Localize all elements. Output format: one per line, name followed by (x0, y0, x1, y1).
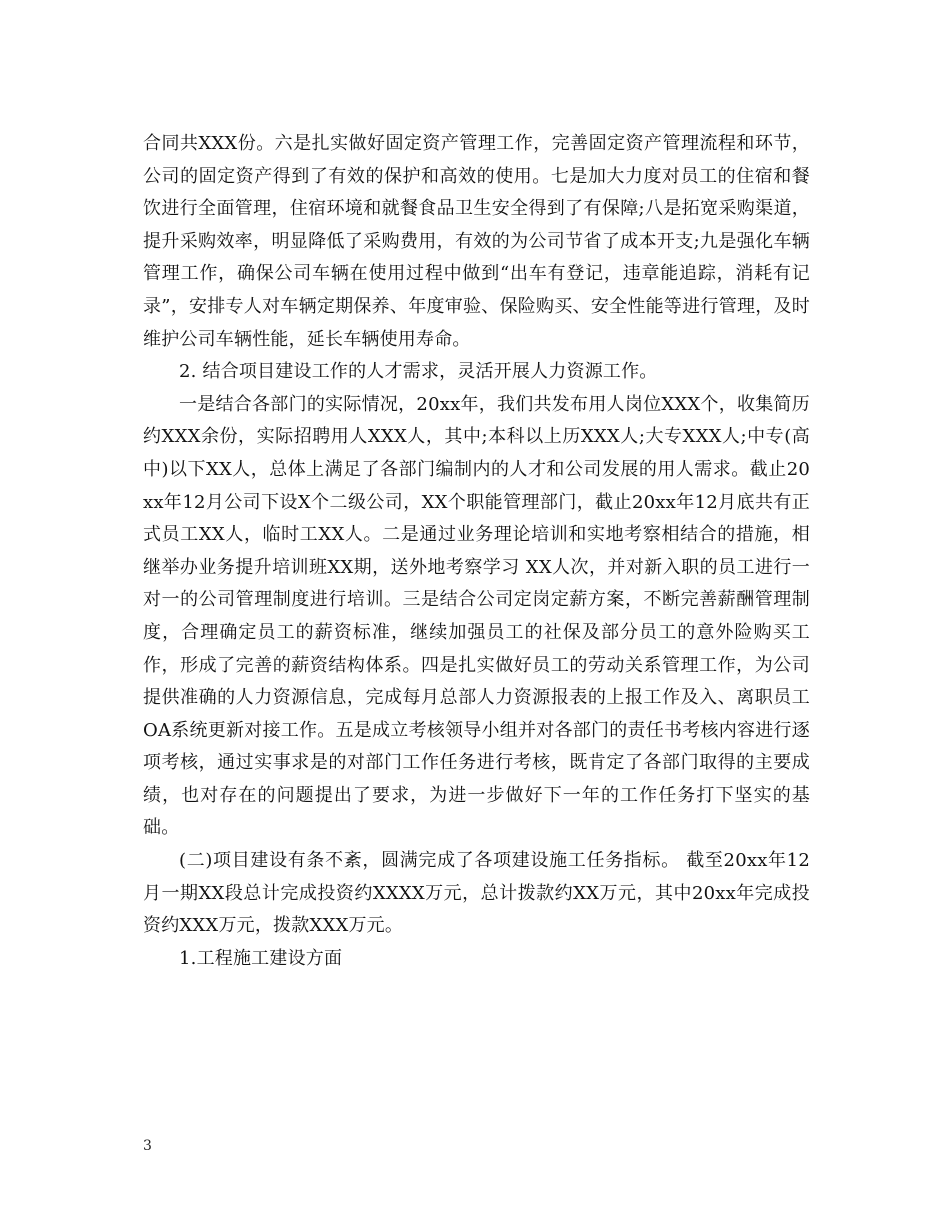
paragraph-fixed-assets: 合同共XXX份。六是扎实做好固定资产管理工作，完善固定资产管理流程和环节，公司的固定资产得到了有效的保护和高效的使用。七是加大力度对员工的住宿和餐饮进行全面管理，住宿环境和就餐食品卫生安全得到了有保障;八是拓宽采购渠道，提升采购效率，明显降低了采购费用，有效的为公司节省了成本开支;九是强化车辆管理工作，确保公司车辆在使用过程中做到“出车有登记，违章能追踪，消耗有记录”，安排专人对车辆定期保养、年度审验、保险购买、安全性能等进行管理，及时维护公司车辆性能，延长车辆使用寿命。 (143, 133, 810, 350)
paragraph-engineering-heading: 1.工程施工建设方面 (179, 947, 343, 969)
paragraph-hr-body: 一是结合各部门的实际情况，20xx年，我们共发布用人岗位XXX个，收集简历约XXX余份，实际招聘用人XXX人，其中;本科以上历XXX人;大专XXX人;中专(高中)以下XX人，总体上满足了各部门编制内的人才和公司发展的用人需求。截止20xx年12月公司下设X个二级公司，XX个职能管理部门，截止20xx年12月底共有正式员工XX人，临时工XX人。二是通过业务理论培训和实地考察相结合的措施，相继举办业务提升培训班XX期，送外地考察学习 XX人次，并对新入职的员工进行一对一的公司管理制度进行培训。三是结合公司定岗定薪方案，不断完善薪酬管理制度，合理确定员工的薪资标准，继续加强员工的社保及部分员工的意外险购买工作，形成了完善的薪资结构体系。四是扎实做好员工的劳动关系管理工作，为公司提供准确的人力资源信息，完成每月总部人力资源报表的上报工作及入、离职员工OA系统更新对接工作。五是成立考核领导小组并对各部门的责任书考核内容进行逐项考核，通过实事求是的对部门工作任务进行考核，既肯定了各部门取得的主要成绩，也对存在的问题提出了要求，为进一步做好下一年的工作任务打下坚实的基础。 (143, 393, 810, 839)
document-body (143, 128, 810, 975)
page-number: 3 (143, 1138, 152, 1154)
paragraph-hr-heading: 2. 结合项目建设工作的人才需求，灵活开展人力资源工作。 (179, 361, 658, 383)
paragraph-project-construction: (二)项目建设有条不紊，圆满完成了各项建设施工任务指标。 截至20xx年12月一期XX段总计完成投资约XXXX万元，总计拨款约XX万元，其中20xx年完成投资约XXX万元，拨款XXX万元。 (143, 850, 810, 937)
